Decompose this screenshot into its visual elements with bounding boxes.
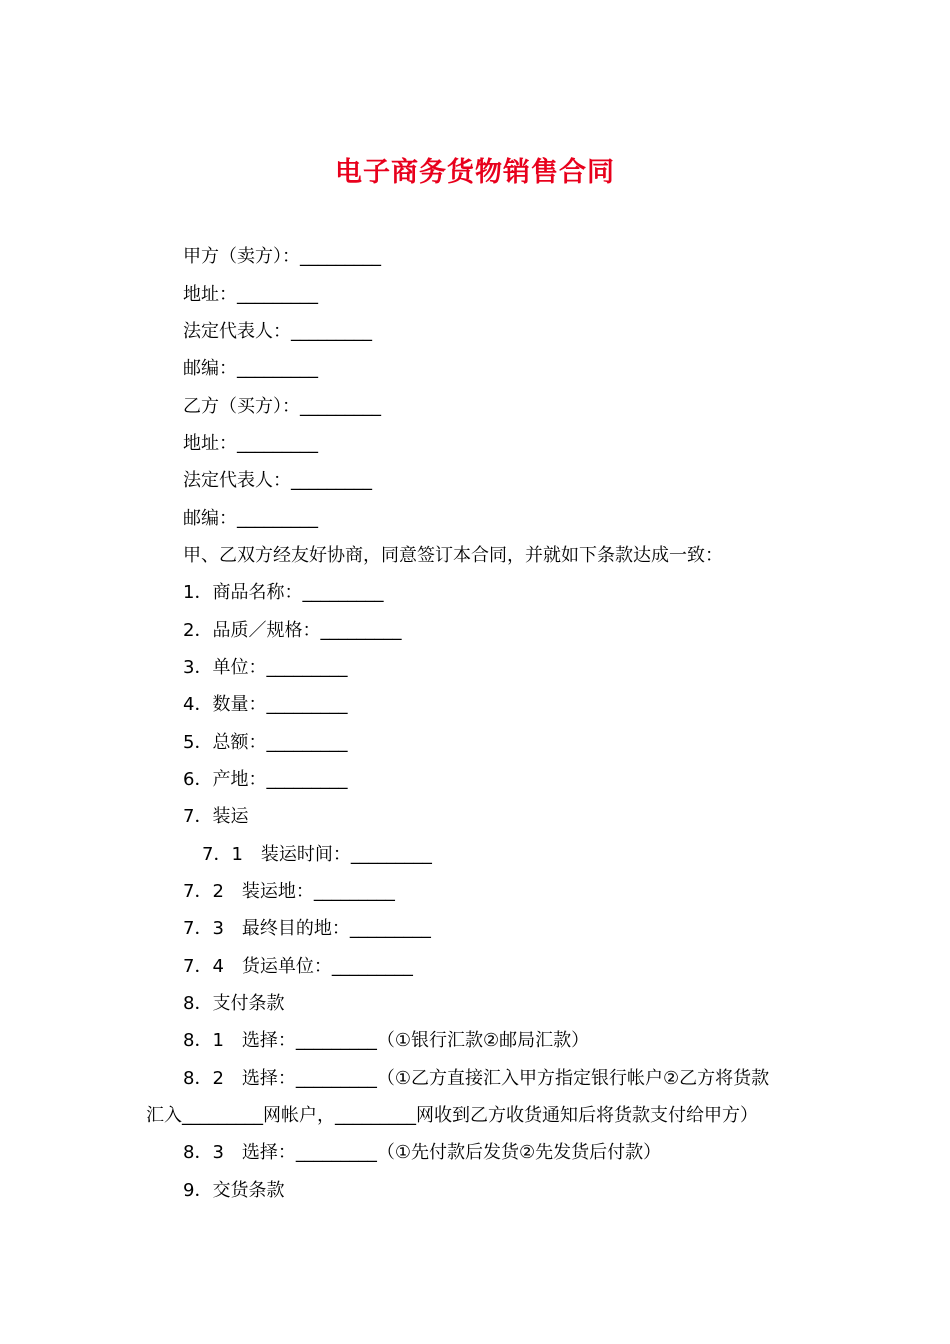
clause-8-1-payment-method: 8．1 选择：_________（①银行汇款②邮局汇款） [183,1030,590,1051]
clause-7-1-shipment-time: 7．1 装运时间：_________ [202,844,432,865]
party-a-legal-rep: 法定代表人：_________ [183,321,372,342]
clause-8-3-payment-order: 8．3 选择：_________（①先付款后发货②先发货后付款） [183,1142,662,1163]
clause-7-4-carrier: 7．4 货运单位：_________ [183,956,413,977]
party-b-legal-rep: 法定代表人：_________ [183,470,372,491]
contract-title: 电子商务货物销售合同 [335,157,615,188]
clause-1-product-name: 1．商品名称：_________ [183,582,384,603]
party-b-address: 地址：_________ [183,433,318,454]
clause-5-total: 5．总额：_________ [183,732,348,753]
clause-4-quantity: 4．数量：_________ [183,694,348,715]
party-a-postcode: 邮编：_________ [183,358,318,379]
agreement-intro: 甲、乙双方经友好协商，同意签订本合同，并就如下条款达成一致： [183,545,723,566]
clause-3-unit: 3．单位：_________ [183,657,348,678]
clause-6-origin: 6．产地：_________ [183,769,348,790]
clause-7-shipment: 7．装运 [183,806,249,827]
clause-7-3-destination: 7．3 最终目的地：_________ [183,918,431,939]
party-a-seller: 甲方（卖方）：_________ [183,246,381,267]
party-b-postcode: 邮编：_________ [183,508,318,529]
clause-8-2-continuation: 汇入_________网帐户，_________网收到乙方收货通知后将货款支付给甲方） [146,1105,758,1126]
party-a-address: 地址：_________ [183,284,318,305]
party-b-buyer: 乙方（买方）：_________ [183,396,381,417]
clause-8-2-payment-channel: 8．2 选择：_________（①乙方直接汇入甲方指定银行帐户②乙方将货款 [183,1068,770,1089]
clause-8-payment: 8．支付条款 [183,993,285,1014]
clause-2-quality-spec: 2．品质／规格：_________ [183,620,402,641]
clause-7-2-shipment-place: 7．2 装运地：_________ [183,881,395,902]
clause-9-delivery: 9．交货条款 [183,1180,285,1201]
